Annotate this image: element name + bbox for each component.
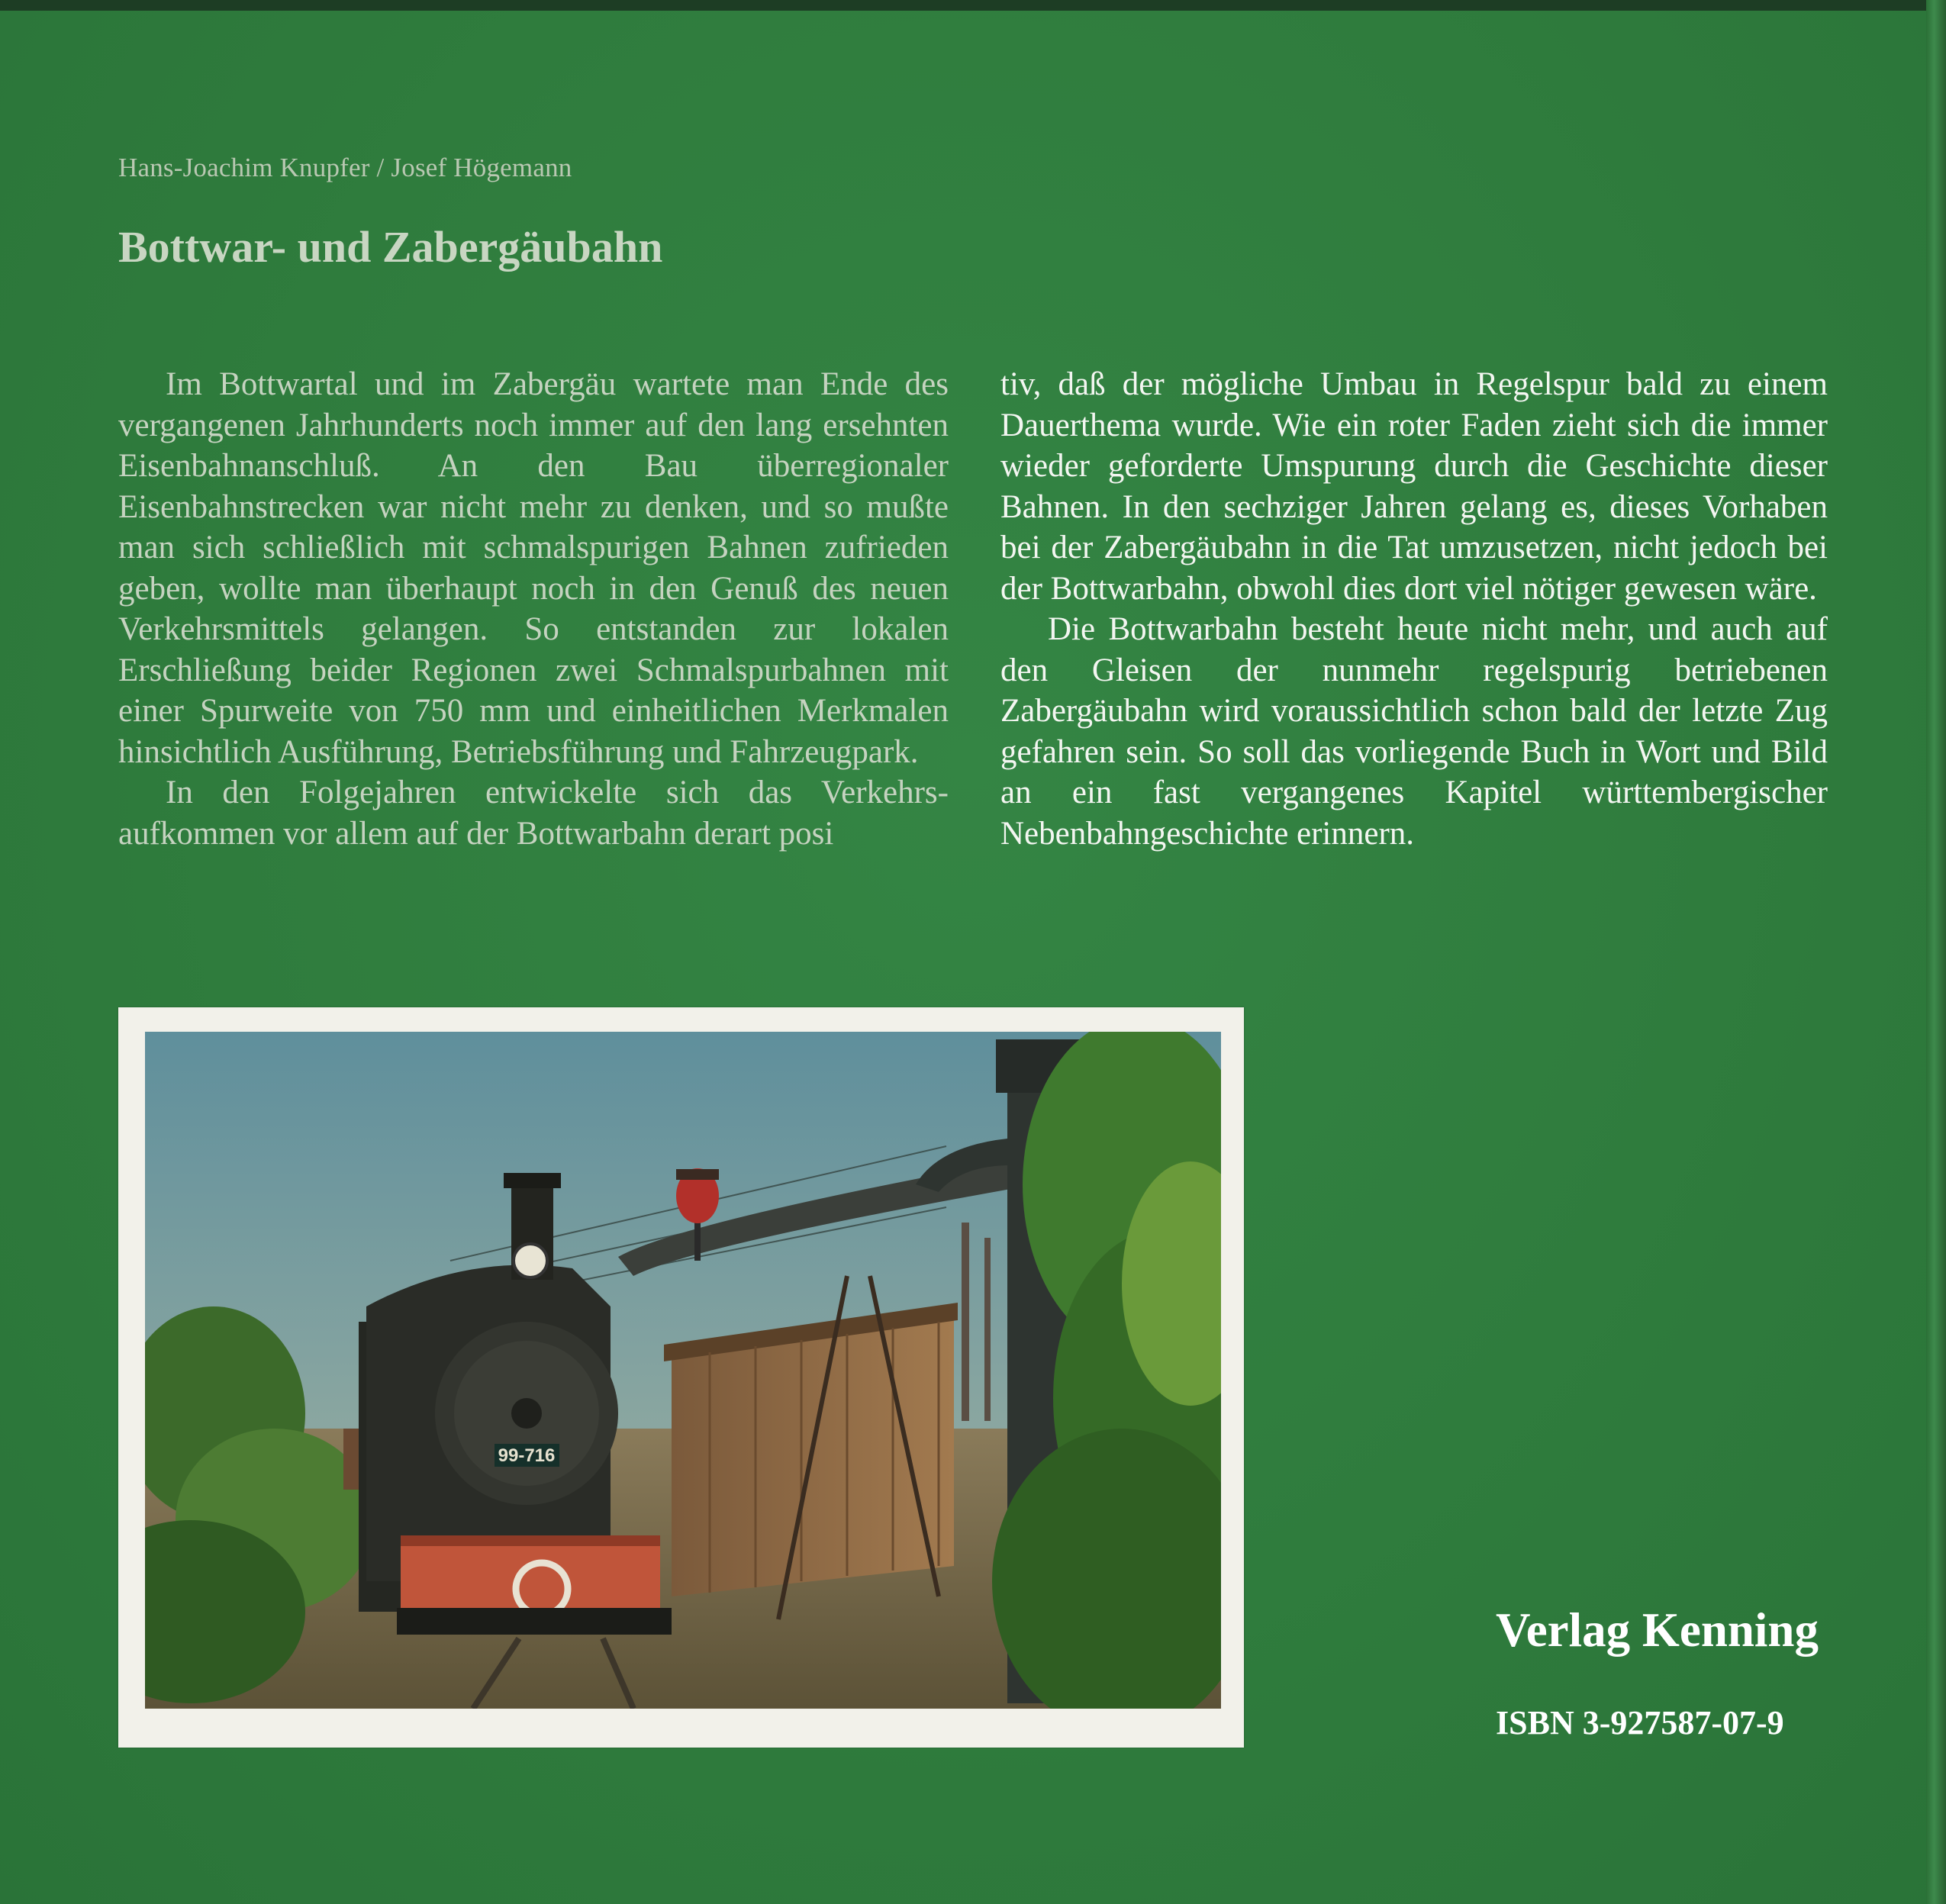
blurb-paragraph: In den Folgejahren entwickelte sich das Verkehrsaufkommen vor allem auf der Bottwarbahn derart posi <box>118 775 949 852</box>
blurb-paragraph: Die Bottwarbahn besteht heute nicht mehr, und auch auf den Gleisen der nunmehr regelspurig betriebenen Zabergäubahn wird voraussichtlich schon bald der letzte Zug gefahren sein. So soll das vorliegende Buch in Wort und Bild an ein fast vergangenes Kapitel württembergischer Nebenbahngeschichte erinnern. <box>1000 611 1828 852</box>
authors: Hans-Joachim Knupfer / Josef Högemann <box>118 153 572 182</box>
book-title: Bottwar- und Zabergäubahn <box>118 222 663 272</box>
isbn-number: ISBN 3-927587-07-9 <box>1496 1704 1784 1741</box>
cover-spine-edge <box>1926 0 1946 1904</box>
blurb-column-right <box>1000 364 1828 854</box>
steam-locomotive-photo <box>145 1032 1221 1709</box>
blurb-column-left <box>118 364 949 854</box>
blurb-paragraph: Im Bottwartal und im Zabergäu wartete man Ende des vergangenen Jahrhunderts noch immer auf den lang ersehnten Eisenbahnanschluß. An den Bau überregionaler Eisenbahnstrecken war nicht mehr zu denken, und so mußte man sich schließlich mit schmalspurigen Bahnen zufrieden geben, wollte man überhaupt noch in den Genuß des neuen Verkehrsmittels gelangen. So entstanden zur lokalen Erschließung beider Regionen zwei Schmalspurbahnen mit einer Spurweite von 750 mm und einheitlichen Merkmalen hinsichtlich Ausführung, Betriebsführung und Fahrzeugpark. <box>118 366 949 770</box>
photo-frame <box>118 1007 1244 1748</box>
blurb-paragraph: tiv, daß der mögliche Umbau in Regelspur bald zu einem Dauerthema wurde. Wie ein roter Faden zieht sich die immer wieder geforderte Umspurung durch die Geschichte dieser Bahnen. In den sechziger Jahren gelang es, dieses Vorhaben bei der Zabergäubahn in die Tat umzusetzen, nicht jedoch bei der Bottwarbahn, obwohl dies dort viel nötiger gewesen wäre. <box>1000 366 1828 607</box>
cover-top-edge <box>0 0 1946 11</box>
publisher-name: Verlag Kenning <box>1496 1603 1819 1657</box>
locomotive-number-plate: 99-716 <box>498 1445 556 1466</box>
